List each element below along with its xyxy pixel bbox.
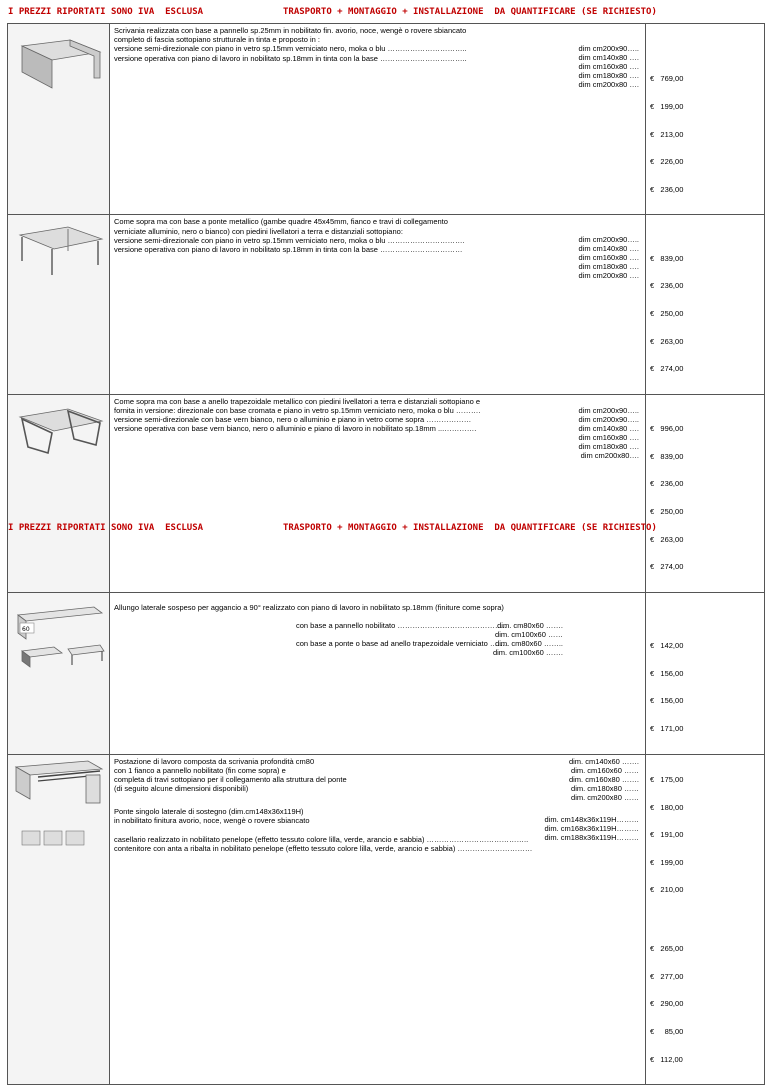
description-line: (di seguito alcune dimensioni disponibili): [114, 784, 249, 794]
description-line: Ponte singolo laterale di sostegno (dim.cm148x36x119H): [114, 807, 304, 817]
price: € 274,00: [650, 364, 684, 374]
description-line: completa di travi sottopiano per il collegamento alla struttura del ponte: [114, 774, 347, 784]
dimension-label: dim cm200x90…..: [578, 44, 639, 53]
table-row: [8, 215, 765, 394]
price: € 156,00: [650, 696, 684, 706]
vat-note: I PREZZI RIPORTATI SONO IVA ESCLUSA: [8, 7, 204, 17]
price: € 171,00: [650, 723, 684, 733]
price: € 250,00: [650, 506, 684, 516]
transport-note: TRASPORTO + MONTAGGIO + INSTALLAZIONE DA QUANTIFICARE (SE RICHIESTO): [283, 7, 657, 17]
dimension-label: dim. cm168x36x119H………: [544, 823, 639, 833]
dimension-label: dim cm180x80 ….: [578, 71, 639, 80]
dimension-label: dim cm160x80 ….: [578, 62, 639, 71]
extension-label: con base a ponte o base ad anello trapezoidale verniciato ……..: [296, 638, 510, 648]
price: € 175,00: [650, 774, 684, 784]
price: € 85,00: [650, 1027, 684, 1037]
price: € 226,00: [650, 157, 684, 167]
description-line: completo di fascia sottopiano strutturale in tinta e proposto in :: [114, 35, 320, 45]
side-extension-image: [8, 592, 110, 754]
bottom-header: [0, 523, 768, 537]
dimension-label: dim. cm160x60 ……: [571, 765, 639, 775]
description-line: Postazione di lavoro composta da scrivania profondità cm80: [114, 756, 315, 766]
price: € 839,00: [650, 451, 684, 461]
dimension-label: dim. cm188x36x119H………: [544, 832, 639, 842]
price: € 210,00: [650, 885, 684, 895]
description-line: versione operativa con piano di lavoro in nobilitato sp.18mm in tinta con la base ……………………………..: [114, 53, 467, 63]
price: € 236,00: [650, 184, 684, 194]
dimension-label: dim cm200x80….: [580, 450, 639, 460]
price: € 996,00: [650, 424, 684, 434]
desk-ring-image: [8, 394, 110, 592]
price: € 199,00: [650, 857, 684, 867]
price: € 277,00: [650, 971, 684, 981]
description-line: Scrivania realizzata con base a pannello sp.25mm in nobilitato fin. avorio, noce, wengè o rovere sbiancato: [114, 26, 467, 35]
description-line: con 1 fianco a pannello nobilitato (fin come sopra) e: [114, 765, 286, 775]
dimension-label: dim. cm180x80 ……: [571, 783, 639, 793]
description-line: casellario realizzato in nobilitato penelope (effetto tessuto colore lilla, verde, arancio e sabbia) …………………………………..: [114, 834, 529, 844]
description-line: in nobilitato finitura avorio, noce, wengè o rovere sbiancato: [114, 816, 310, 826]
price: € 142,00: [650, 641, 684, 651]
desk-panel-image: [8, 24, 110, 215]
price: € 236,00: [650, 479, 684, 489]
dimension-label: dim. cm80x60 …….: [497, 620, 563, 630]
table-row: [8, 754, 765, 1085]
price: € 290,00: [650, 999, 684, 1009]
transport-note: TRASPORTO + MONTAGGIO + INSTALLAZIONE DA QUANTIFICARE (SE RICHIESTO): [283, 523, 657, 533]
dimension-label: dim. cm100x60 …….: [492, 647, 563, 657]
table-row: [8, 592, 765, 754]
dimension-label: dim. cm80x60 ……..: [495, 638, 563, 648]
price: € 112,00: [650, 1054, 683, 1064]
extension-label: con base a pannello nobilitato ……………………………………..: [296, 620, 507, 630]
dimension-label: dim cm200x80 ….: [578, 80, 639, 89]
price: € 250,00: [650, 308, 684, 318]
price: € 263,00: [650, 534, 684, 544]
description-line: contenitore con anta a ribalta in nobilitato penelope (effetto tessuto colore lilla, verde, arancio e sabbia) …………………………: [114, 843, 533, 853]
dimension-label: dim cm180x80 ….: [578, 262, 639, 272]
dimension-label: dim cm200x80 ….: [578, 271, 639, 281]
price: € 213,00: [650, 129, 684, 139]
size-badge: 60: [22, 625, 30, 633]
dimension-label: dim cm160x80 ….: [578, 253, 639, 263]
price: € 191,00: [650, 830, 684, 840]
dimension-label: dim cm200x90…..: [578, 405, 639, 415]
dimension-label: dim cm140x80 ….: [578, 244, 639, 254]
dimension-label: dim. cm160x80 …….: [568, 774, 639, 784]
price: € 199,00: [650, 102, 684, 111]
description-line: versione semi-direzionale con base vern bianco, nero o alluminio e piano in vetro come sopra ………………: [114, 415, 472, 425]
description-line: verniciate alluminio, nero o bianco) con piedini livellatori a terra e distanziali sottopiano:: [114, 226, 403, 236]
price: € 769,00: [650, 74, 684, 84]
price: € 180,00: [650, 802, 684, 812]
price: € 265,00: [650, 944, 684, 954]
vat-note: I PREZZI RIPORTATI SONO IVA ESCLUSA: [8, 523, 204, 533]
table-row: [8, 394, 765, 592]
description-line: Come sopra ma con base a anello trapezoidale metallico con piedini livellatori a terra e distanziali sottopiano e: [114, 396, 481, 406]
description-line: versione operativa con base vern bianco, nero o alluminio e piano di lavoro in nobilitato sp.18mm ...………….: [114, 424, 477, 434]
workstation-image: [8, 754, 110, 1085]
top-header: [0, 7, 768, 21]
dimension-label: dim. cm140x60 …….: [568, 756, 639, 766]
dimension-label: dim. cm148x36x119H………: [544, 814, 639, 824]
description-line: versione semi-direzionale con piano in vetro sp.15mm verniciato nero, moka o blu …………………………..: [114, 44, 467, 54]
dimension-label: dim cm180x80 ….: [578, 441, 639, 451]
description-line: versione operativa con piano di lavoro in nobilitato sp.18mm in tinta con la base ……………………………: [114, 244, 463, 254]
dimension-label: dim. cm200x80 ……: [571, 792, 639, 802]
desk-bridge-image: [8, 215, 110, 394]
dimension-label: dim cm140x80 ….: [578, 53, 639, 62]
description-line: fornita in versione: direzionale con base cromata e piano in vetro sp.15mm verniciato nero, moka o blu ……….: [114, 405, 481, 415]
price: € 236,00: [650, 281, 684, 291]
dimension-label: dim. cm100x60 ……: [495, 629, 563, 639]
dimension-label: dim cm160x80 ….: [578, 432, 639, 442]
description-line: Allungo laterale sospeso per aggancio a 90° realizzato con piano di lavoro in nobilitato sp.18mm (finiture come sopra): [114, 602, 504, 612]
dimension-label: dim cm140x80 ….: [578, 423, 639, 433]
dimension-label: dim cm200x90…..: [578, 414, 639, 424]
price: € 263,00: [650, 336, 684, 346]
table-row: [8, 24, 765, 215]
price: € 274,00: [650, 562, 684, 572]
dimension-label: dim cm200x90…..: [578, 235, 639, 245]
description-line: Come sopra ma con base a ponte metallico (gambe quadre 45x45mm, fianco e travi di collegamento: [114, 217, 448, 227]
description-line: versione semi-direzionale con piano in vetro sp.15mm verniciato nero, moka o blu ………………………….: [114, 235, 465, 245]
price-list-table: [7, 23, 765, 1085]
price: € 156,00: [650, 668, 684, 678]
price: € 839,00: [650, 253, 684, 263]
